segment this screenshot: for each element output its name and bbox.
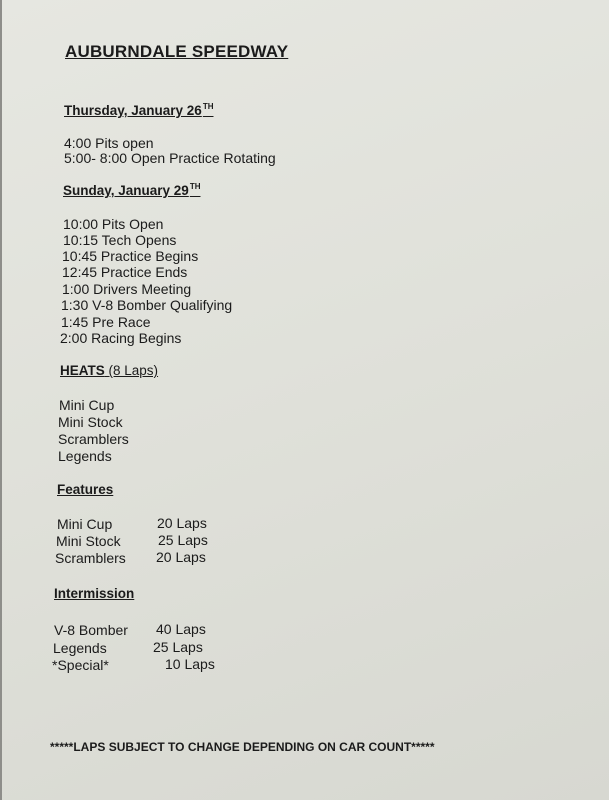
footer-note: *****LAPS SUBJECT TO CHANGE DEPENDING ON CAR COUNT***** xyxy=(50,740,435,754)
features-laps: 20 Laps xyxy=(157,515,207,531)
features-event: Mini Stock xyxy=(56,533,121,549)
intermission-event: Legends xyxy=(53,640,107,656)
intermission-laps: 25 Laps xyxy=(153,639,203,655)
sunday-heading-text: Sunday, January 29 xyxy=(63,183,189,198)
intermission-event: *Special* xyxy=(52,657,109,673)
thursday-item: 5:00- 8:00 Open Practice Rotating xyxy=(64,150,276,166)
heats-note: (8 Laps) xyxy=(108,363,159,378)
heats-heading-text: HEATS xyxy=(60,363,105,378)
heats-item: Legends xyxy=(58,448,112,464)
features-event: Mini Cup xyxy=(57,516,113,532)
thursday-heading-text: Thursday, January 26 xyxy=(64,103,202,118)
sunday-heading xyxy=(63,182,200,198)
sunday-item: 10:00 Pits Open xyxy=(63,216,164,232)
heats-heading xyxy=(60,363,158,378)
features-laps: 25 Laps xyxy=(158,532,208,548)
thursday-item: 4:00 Pits open xyxy=(64,135,154,151)
thursday-heading xyxy=(64,102,213,118)
sunday-heading-suffix: TH xyxy=(189,182,201,191)
features-event: Scramblers xyxy=(55,550,126,566)
sunday-item: 12:45 Practice Ends xyxy=(62,264,188,280)
thursday-heading-suffix: TH xyxy=(202,102,214,111)
features-heading: Features xyxy=(57,482,114,497)
sunday-item: 1:45 Pre Race xyxy=(61,314,151,330)
heats-item: Mini Stock xyxy=(58,414,123,430)
sunday-item: 1:00 Drivers Meeting xyxy=(62,281,192,297)
intermission-heading: Intermission xyxy=(54,586,135,601)
page-title: AUBURNDALE SPEEDWAY xyxy=(65,42,289,61)
sunday-item: 2:00 Racing Begins xyxy=(60,330,182,346)
intermission-laps: 40 Laps xyxy=(156,621,206,637)
intermission-laps: 10 Laps xyxy=(165,656,215,672)
sunday-item: 10:15 Tech Opens xyxy=(63,232,177,248)
features-laps: 20 Laps xyxy=(156,549,206,565)
sunday-item: 1:30 V-8 Bomber Qualifying xyxy=(61,297,233,313)
page-edge-shadow xyxy=(0,0,2,800)
intermission-event: V-8 Bomber xyxy=(54,622,128,638)
heats-item: Scramblers xyxy=(58,431,129,447)
heats-item: Mini Cup xyxy=(59,397,115,413)
sunday-item: 10:45 Practice Begins xyxy=(62,248,199,264)
